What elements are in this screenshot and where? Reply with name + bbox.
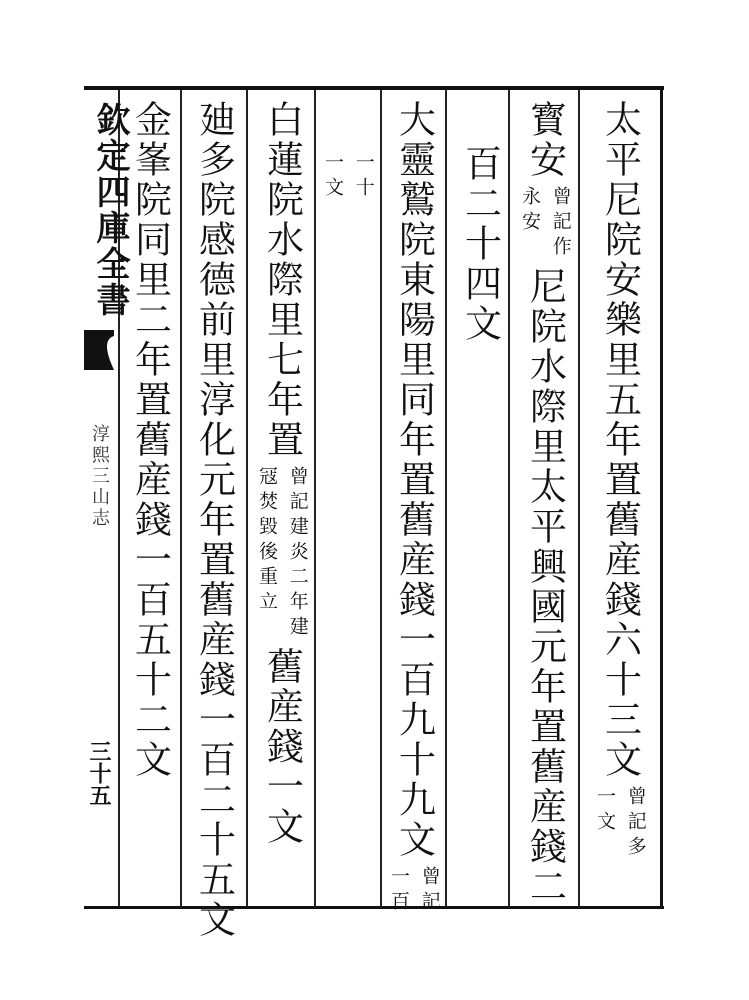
- main-text: 廸多院感德前里淳化元年置舊産錢一百二十五文: [192, 100, 236, 940]
- annotation-line: 曾記多: [624, 786, 647, 861]
- text-column: [250, 100, 314, 847]
- text-column: [584, 100, 656, 867]
- fish-tail-mark-icon: [84, 330, 114, 370]
- column-rule: [246, 90, 248, 906]
- main-text: 寳安: [523, 100, 567, 180]
- column-rule: [380, 90, 382, 906]
- annotation: [320, 152, 375, 202]
- annotation-line: 一文: [322, 152, 344, 202]
- annotation-line: 曾記: [418, 866, 441, 916]
- column-rule: [445, 90, 447, 906]
- main-text: 金峯院同里二年置舊産錢一百五十二文: [128, 100, 172, 780]
- main-text: 大靈鷲院東陽里同年置舊産錢一百九十九文: [392, 100, 436, 860]
- annotation: [386, 866, 441, 916]
- column-rule: [180, 90, 182, 906]
- main-text: 舊産錢一文: [260, 647, 304, 847]
- annotation-line: 永安: [519, 186, 541, 236]
- margin-page-number: 三十五: [86, 740, 112, 806]
- column-rule: [578, 90, 580, 906]
- main-text: 太平尼院安樂里五年置舊産錢六十三文: [598, 100, 642, 780]
- annotation-line: 曾記建炎二年建: [286, 466, 309, 641]
- margin-book-title: 淳熙三山志: [89, 424, 110, 529]
- annotation-line: 一百: [388, 866, 410, 916]
- margin-series-title: 欽定四庫全書: [90, 102, 130, 318]
- column-rule: [314, 90, 316, 906]
- main-text: 尼院水際里太平興國元年置舊産錢二: [523, 267, 567, 907]
- page-frame-top: [84, 86, 664, 90]
- main-text: 百二十四文: [458, 144, 502, 344]
- main-text: 白蓮院水際里七年置: [260, 100, 304, 460]
- text-column: [318, 146, 378, 208]
- text-column: [513, 100, 577, 907]
- text-column: [450, 144, 510, 344]
- text-column: [184, 100, 244, 940]
- annotation: [592, 786, 647, 861]
- annotation-line: 曾記作: [549, 186, 572, 261]
- annotation-line: 一文: [594, 786, 616, 836]
- text-column: [384, 100, 444, 922]
- annotation: [254, 466, 309, 641]
- annotation-line: 冦焚毀後重立: [256, 466, 278, 616]
- text-column: [122, 100, 178, 780]
- annotation-line: 一十: [352, 152, 375, 202]
- annotation: [517, 186, 572, 261]
- page-frame-right: [660, 86, 663, 909]
- page-frame-bottom: [84, 906, 664, 909]
